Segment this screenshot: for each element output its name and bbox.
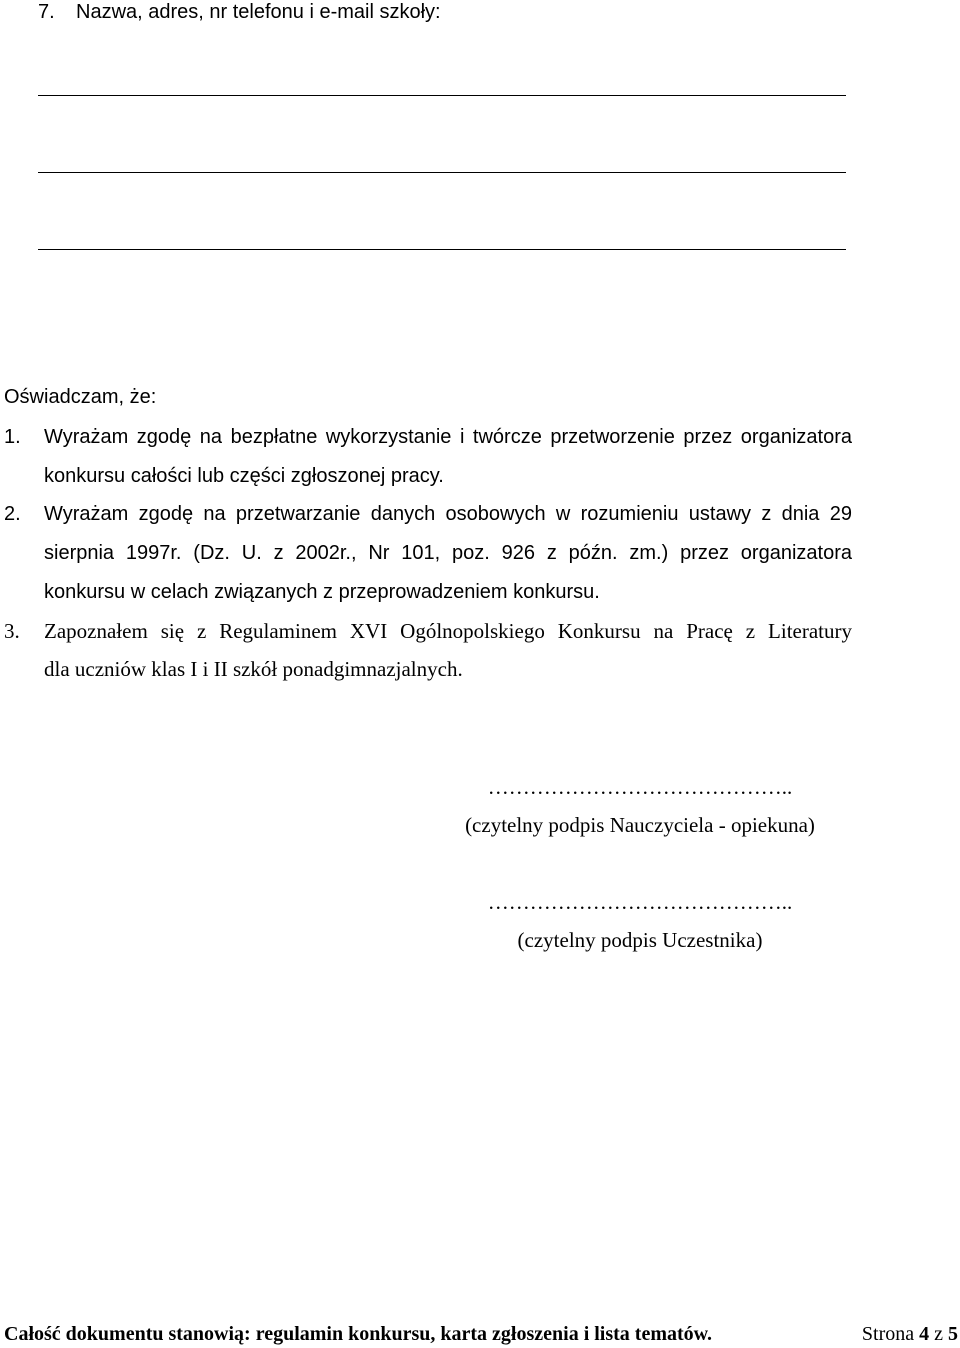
page-number [862, 1322, 958, 1346]
page-current: 4 [919, 1323, 930, 1345]
declaration-heading: Oświadczam, że: [4, 386, 157, 408]
field-label: Nazwa, adres, nr telefonu i e-mail szkoły: [76, 1, 441, 23]
answer-line-3[interactable] [38, 249, 846, 250]
field-7-label [38, 0, 441, 24]
item-3-number: 3. [4, 619, 20, 643]
participant-signature-line[interactable]: …………………………………….. [487, 890, 793, 914]
item-1-line-2: konkursu całości lub części zgłoszonej pracy. [44, 465, 444, 487]
item-2-number: 2. [4, 503, 21, 525]
page-separator: z [934, 1323, 943, 1345]
teacher-signature-line[interactable]: …………………………………….. [487, 775, 793, 799]
item-2-line-3: konkursu w celach związanych z przeprowadzeniem konkursu. [44, 581, 600, 603]
item-2-line-2: sierpnia 1997r. (Dz. U. z 2002r., Nr 101, poz. 926 z późn. zm.) przez organizatora [44, 542, 852, 564]
item-1-line-1: Wyrażam zgodę na bezpłatne wykorzystanie i twórcze przetworzenie przez organizatora [44, 426, 852, 448]
answer-line-1[interactable] [38, 95, 846, 96]
footer-note: Całość dokumentu stanowią: regulamin konkursu, karta zgłoszenia i lista tematów. [4, 1323, 713, 1345]
item-2-line-1: Wyrażam zgodę na przetwarzanie danych osobowych w rozumieniu ustawy z dnia 29 [44, 503, 852, 525]
participant-signature-caption: (czytelny podpis Uczestnika) [517, 928, 763, 952]
field-number: 7. [38, 1, 55, 23]
item-3-line-1: Zapoznałem się z Regulaminem XVI Ogólnopolskiego Konkursu na Pracę z Literatury [44, 619, 852, 643]
teacher-signature-caption: (czytelny podpis Nauczyciela - opiekuna) [465, 813, 815, 837]
answer-line-2[interactable] [38, 172, 846, 173]
item-1-number: 1. [4, 426, 21, 448]
page-prefix: Strona [861, 1323, 915, 1345]
page-total: 5 [948, 1323, 958, 1345]
item-3-line-2: dla uczniów klas I i II szkół ponadgimnazjalnych. [44, 657, 463, 681]
